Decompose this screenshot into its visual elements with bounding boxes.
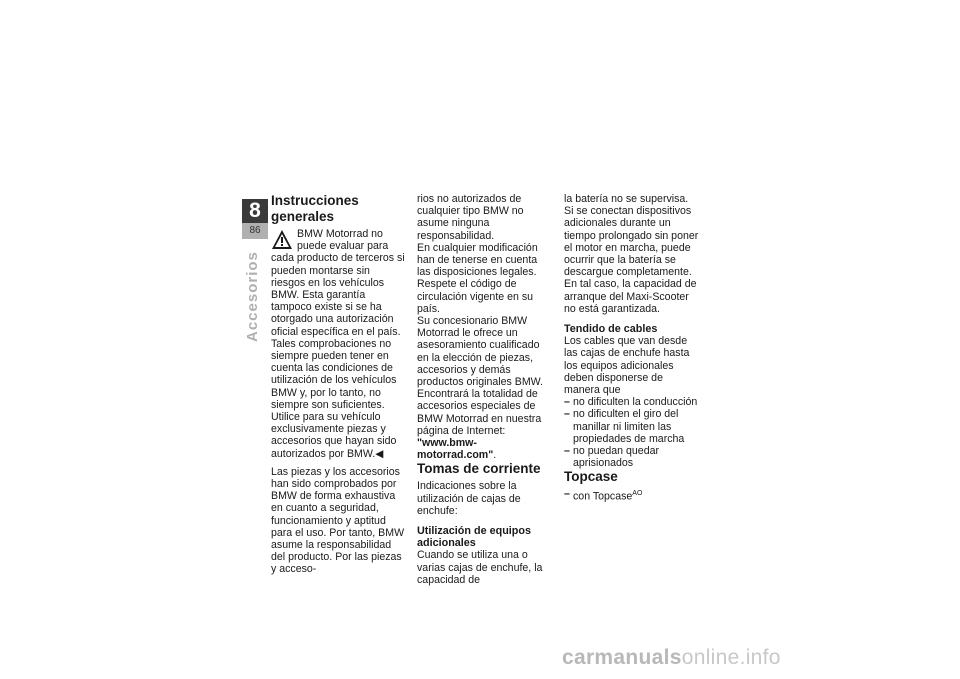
paragraph-website: Encontrará la totalidad de accesorios especiales de BMW Motorrad en nuestra página de Internet: "www.bmw-motorrad.com". [417,388,542,462]
paragraph-cajas: Cuando se utiliza una o varias cajas de enchufe, la capacidad de [417,549,543,586]
paragraph-tested: Las piezas y los accesorios han sido comprobados por BMW de forma exhaustiva en cuanto a seguridad, funcionamiento y aptitud para el uso. Por tanto, BMW asume la responsabilidad del producto. Por las piezas y acceso- [271,465,405,576]
paragraph-battery: la batería no se supervisa. Si se conectan dispositivos adicionales durante un tiempo prolongado sin poner el motor en marcha, puede ocurrir que la batería se descargue completamente. En tal caso, la capacidad de arranque del Maxi-Scooter no está garantizada. [564,193,699,315]
website-link[interactable]: "www.bmw-motorrad.com" [417,437,494,462]
column-2 [417,193,551,586]
chapter-side-label: Accesorios [244,251,261,342]
heading-tomas: Tomas de corriente [417,461,541,477]
list-item: – no dificulten el giro del manillar ni limiten las propiedades de marcha [564,408,700,445]
column-1 [271,193,405,576]
warning-block [271,228,405,411]
cable-list [564,396,700,469]
chapter-number: 8 [249,199,261,222]
heading-instrucciones: Instrucciones generales [271,193,359,224]
paragraph-indicaciones: Indicaciones sobre la utilización de cajas de enchufe: [417,480,521,517]
warning-triangle-icon [271,229,293,251]
paragraph-warning: BMW Motorrad no puede evaluar para cada producto de terceros si pueden montarse sin riesgos en los vehículos BMW. Esta garantía tampoco existe si se ha otorgado una autorización oficial específica en el país. Tales comprobaciones no siempre pueden tener en cuenta las condiciones de utilización de los vehículos BMW y, por lo tanto, no siempre son suficientes. [271,228,405,411]
list-item: – no dificulten la conducción [564,396,700,408]
list-item: – con Topcase$^{AO}$ [564,488,700,503]
page-number: 86 [242,223,268,239]
chapter-marker [242,199,268,239]
column-3 [564,193,700,503]
option-superscript: AO [632,490,643,498]
paragraph-legal: En cualquier modificación han de tenerse en cuenta las disposiciones legales. Respete el código de circulación vigente en su país. [417,241,538,315]
paragraph-cables: Los cables que van desde las cajas de enchufe hasta los equipos adicionales deben disponerse de manera que [564,335,690,397]
paragraph-responsibility: rios no autorizados de cualquier tipo BMW no asume ninguna responsabilidad. [417,193,524,242]
list-item: – no puedan quedar aprisionados [564,445,700,469]
subheading-cables: Tendido de cables [564,323,658,336]
heading-topcase: Topcase [564,469,618,485]
end-mark-icon: ◀ [375,447,384,460]
watermark: carmanualsonline.info [562,646,781,669]
paragraph-dealer: Su concesionario BMW Motorrad le ofrece un asesoramiento cualificado en la elección de piezas, accesorios y demás productos originales BMW. [417,315,544,389]
topcase-list [564,488,700,503]
subheading-equipos: Utilización de equipos adicionales [417,525,531,550]
paragraph-authorized: Utilice para su vehículo exclusivamente piezas y accesorios que hayan sido autorizados por BMW.◀ [271,411,397,460]
